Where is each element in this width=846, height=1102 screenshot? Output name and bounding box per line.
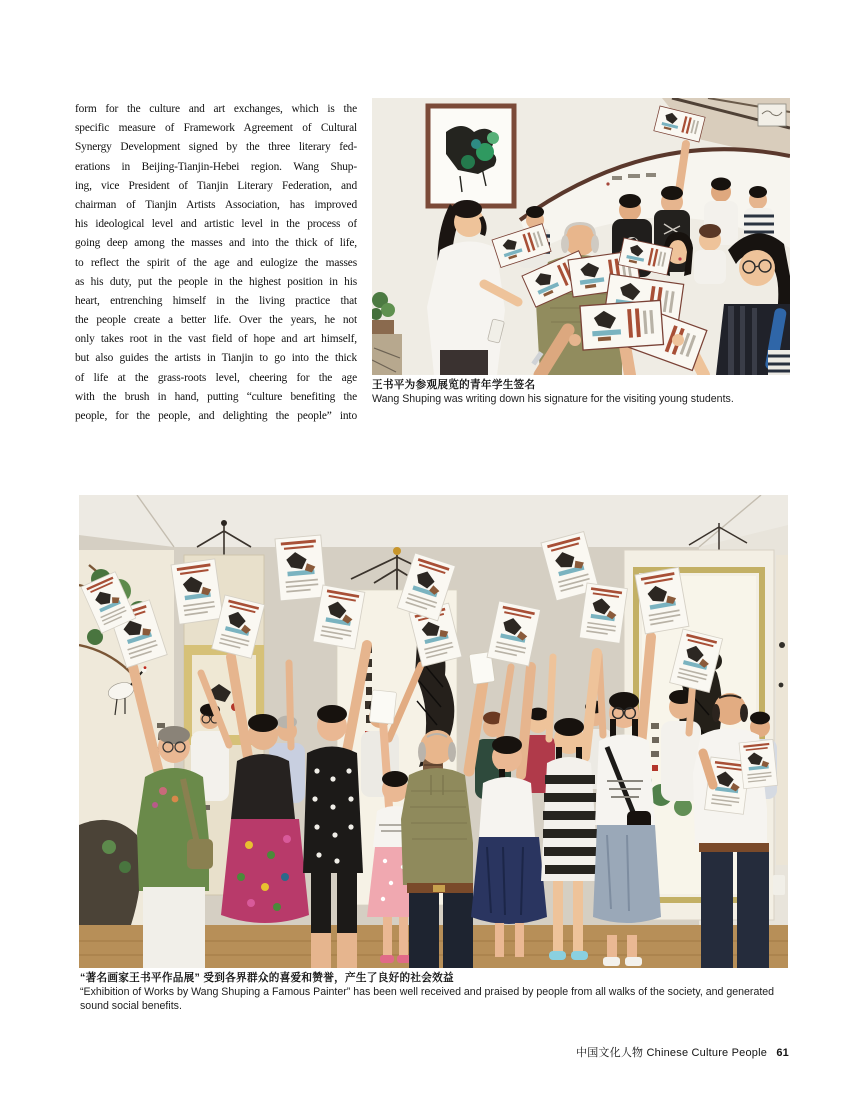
article-line: his ideological level and artistic level in the process of — [75, 218, 357, 231]
article-line: Synergy Development signed by the three literary fed- — [75, 141, 357, 154]
article-line: but also guides the artists in Tianjin to go into the thick — [75, 352, 357, 365]
caption-bottom — [80, 971, 788, 1013]
framed-painting — [428, 106, 514, 206]
article-line: to reflect the spirit of the age and eulogize the masses — [75, 256, 357, 269]
article-line: of life at the grass-roots level, cheering for the age — [75, 371, 357, 384]
article-text-column — [75, 100, 357, 426]
article-line: ing, vice President of Tianjin Literary Federation, and — [75, 179, 357, 192]
caption-bottom-zh: “著名画家王书平作品展” 受到各界群众的喜爱和赞誉，产生了良好的社会效益 — [80, 972, 454, 984]
article-line: erations in Beijing-Tianjin-Hebei region. Wang Shup- — [75, 160, 357, 173]
edge-scroll — [776, 555, 788, 865]
article-line: as his duty, put the people in the highest position in his — [75, 275, 357, 288]
caption-top — [372, 378, 792, 406]
caption-bottom-en: “Exhibition of Works by Wang Shuping a Famous Painter” has been well received and praised by people from all walks of the society, and generated sound social benefits. — [80, 986, 775, 1012]
caption-top-zh: 王书平为参观展览的青年学生签名 — [372, 379, 536, 391]
page-number: 61 — [776, 1047, 789, 1059]
article-line: going deep among the masses and into the thick of life, — [75, 237, 357, 250]
article-line: chairman of Tianjin Artists Association, has improved — [75, 198, 357, 211]
caption-top-en: Wang Shuping was writing down his signature for the visiting young students. — [372, 393, 734, 405]
article-line: the people create a better life. Over the years, he not — [75, 314, 357, 327]
article-line: heart, entrenching himself in the living practice that — [75, 294, 357, 307]
magazine-title-en: Chinese Culture People — [646, 1047, 768, 1059]
article-line: specific measure of Framework Agreement of Cultural — [75, 122, 357, 135]
page-footer — [576, 1044, 789, 1060]
photo-group — [79, 495, 788, 968]
magazine-title-zh: 中国文化人物 — [576, 1047, 644, 1059]
article-line: people, for the people, and delighting the people” into — [75, 410, 357, 422]
article-line: form for the culture and art exchanges, which is the — [75, 103, 357, 115]
article-line: only takes root in the vast field of hope and art himself, — [75, 333, 357, 346]
photo-signing — [372, 98, 790, 375]
article-line: with the brush in hand, putting “culture benefiting the — [75, 390, 357, 403]
